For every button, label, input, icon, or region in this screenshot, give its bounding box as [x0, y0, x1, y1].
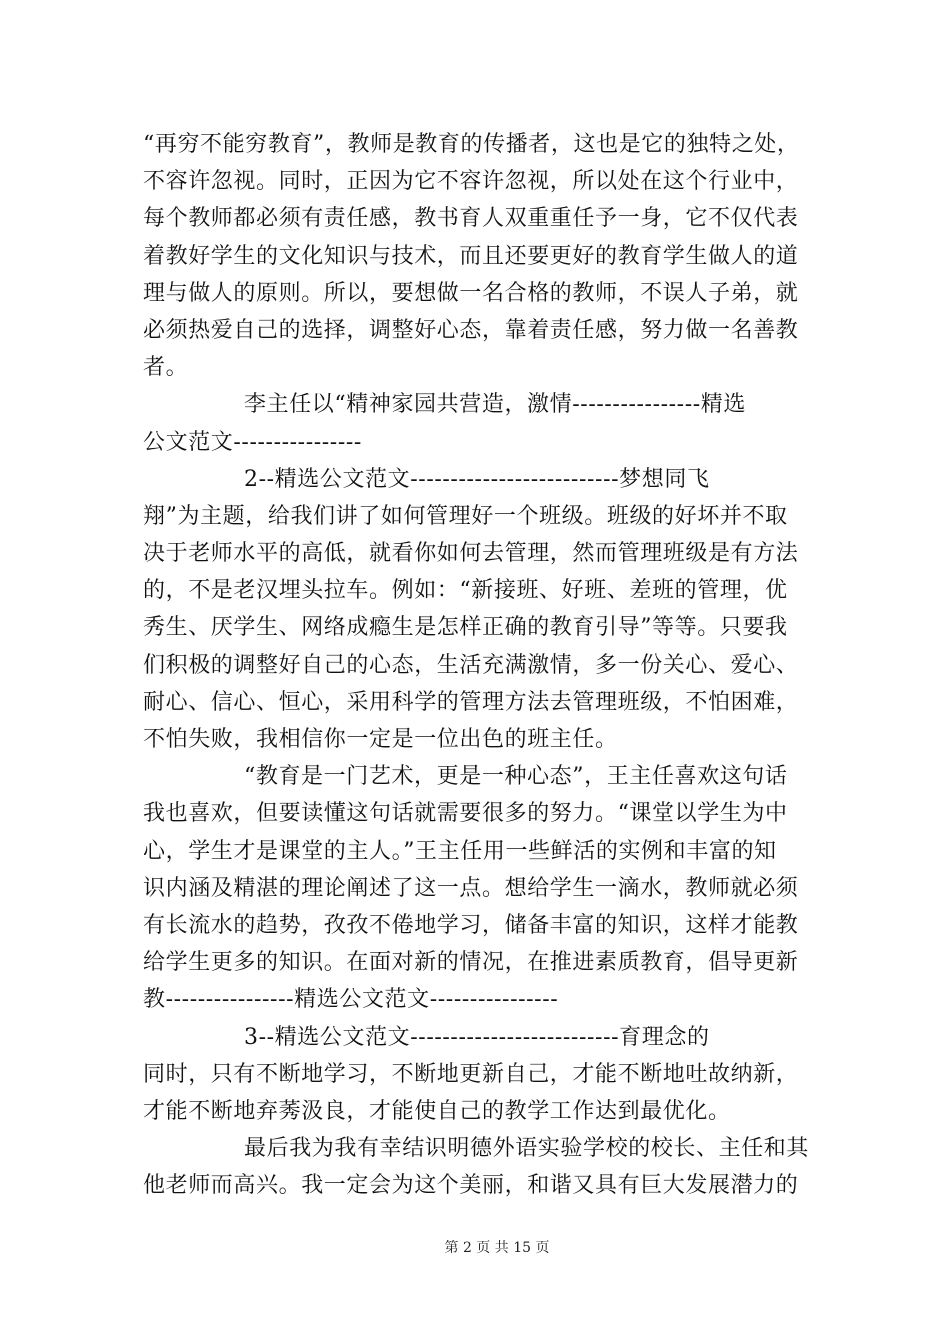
- body-text: [143, 126, 811, 1204]
- text-line: 耐心、信心、恒心，采用科学的管理方法去管理班级，不怕困难，: [143, 689, 799, 715]
- text-line: 者。: [143, 355, 189, 381]
- text-line: 识内涵及精湛的理论阐述了这一点。想给学生一滴水，教师就必须: [143, 875, 799, 901]
- paragraph-start-line: 3--精选公文范文--------------------------育理念的: [244, 1024, 710, 1050]
- text-line: 不容许忽视。同时，正因为它不容许忽视，所以处在这个行业中，: [143, 169, 799, 195]
- paragraph-start-line: 最后我为我有幸结识明德外语实验学校的校长、主任和其: [244, 1136, 810, 1162]
- text-line: 秀生、厌学生、网络成瘾生是怎样正确的教育引导”等等。只要我: [143, 615, 788, 641]
- page-number-footer: 第 2 页 共 15 页: [444, 1240, 550, 1256]
- text-line: 理与做人的原则。所以，要想做一名合格的教师，不误人子弟，就: [143, 280, 799, 306]
- text-line: 着教好学生的文化知识与技术，而且还要更好的教育学生做人的道: [143, 243, 799, 269]
- text-line: 教----------------精选公文范文----------------: [143, 987, 559, 1013]
- paragraph-start-line: “教育是一门艺术，更是一种心态”，王主任喜欢这句话: [244, 764, 788, 790]
- text-line: “再穷不能穷教育”，教师是教育的传播者，这也是它的独特之处，: [143, 132, 800, 157]
- text-line: 必须热爱自己的选择，调整好心态，靠着责任感，努力做一名善教: [143, 317, 799, 343]
- text-line: 他老师而高兴。我一定会为这个美丽，和谐又具有巨大发展潜力的: [143, 1173, 799, 1199]
- text-line: 每个教师都必须有责任感，教书育人双重重任予一身，它不仅代表: [143, 206, 799, 232]
- text-line: 心，学生才是课堂的主人。”王主任用一些鲜活的实例和丰富的知: [143, 838, 777, 864]
- text-line: 公文范文----------------: [143, 429, 362, 455]
- text-line: 有长流水的趋势，孜孜不倦地学习，储备丰富的知识，这样才能教: [143, 912, 799, 938]
- text-line: 们积极的调整好自己的心态，生活充满激情，多一份关心、爱心、: [143, 652, 799, 678]
- paragraph-start-line: 2--精选公文范文--------------------------梦想同飞: [244, 466, 710, 492]
- text-line: 才能不断地弃莠汲良，才能使自己的教学工作达到最优化。: [143, 1098, 731, 1124]
- text-line: 的，不是老汉埋头拉车。例如：“新接班、好班、差班的管理，优: [143, 578, 788, 604]
- text-line: 翔”为主题，给我们讲了如何管理好一个班级。班级的好坏并不取: [143, 503, 788, 529]
- text-line: 不怕失败，我相信你一定是一位出色的班主任。: [143, 727, 618, 752]
- text-line: 同时，只有不断地学习，不断地更新自己，才能不断地吐故纳新，: [143, 1061, 799, 1087]
- text-line: 给学生更多的知识。在面对新的情况，在推进素质教育，倡导更新: [143, 950, 799, 976]
- text-line: 决于老师水平的高低，就看你如何去管理，然而管理班级是有方法: [143, 541, 799, 567]
- text-line: 我也喜欢，但要读懂这句话就需要很多的努力。“课堂以学生为中: [143, 801, 788, 827]
- paragraph-start-line: 李主任以“精神家园共营造，激情----------------精选: [244, 392, 746, 418]
